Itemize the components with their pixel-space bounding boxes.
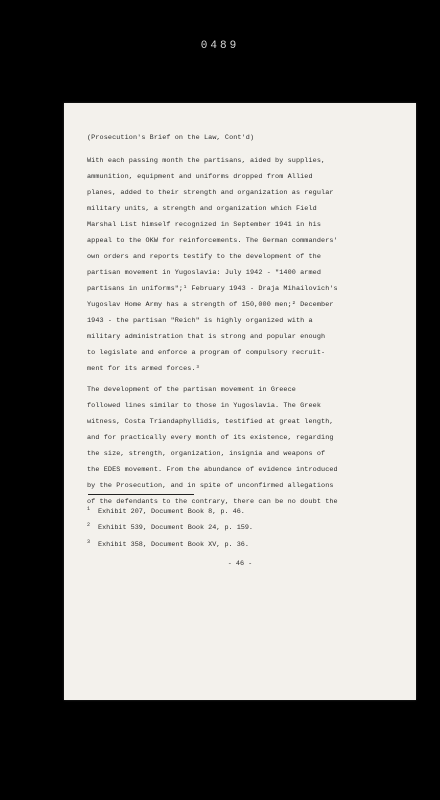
text-line: partisans in uniforms";¹ February 1943 - Draja Mihailovich's bbox=[87, 285, 338, 293]
text-line: planes, added to their strength and organization as regular bbox=[87, 189, 334, 197]
footnote-mark: 3 bbox=[87, 539, 91, 545]
text-line: military administration that is strong and popular enough bbox=[87, 333, 326, 341]
frame-number: 0489 bbox=[200, 40, 240, 52]
page-number: - 46 - bbox=[227, 560, 253, 568]
text-line: partisan movement in Yugoslavia: July 1942 - "1400 armed bbox=[87, 269, 322, 277]
footnote-mark: 1 bbox=[87, 506, 91, 512]
text-line: Marshal List himself recognized in September 1941 in his bbox=[87, 221, 322, 229]
footnote-divider bbox=[88, 494, 194, 495]
text-line: to legislate and enforce a program of compulsory recruit- bbox=[87, 349, 326, 357]
text-line: of the defendants to the contrary, there can be no doubt the bbox=[87, 498, 338, 506]
text-line: With each passing month the partisans, aided by supplies, bbox=[87, 157, 326, 165]
document-page bbox=[64, 103, 416, 700]
text-line: appeal to the OKW for reinforcements. The German commanders' bbox=[87, 237, 338, 245]
text-line: military units, a strength and organization which Field bbox=[87, 205, 317, 213]
text-line: witness, Costa Triandaphyllidis, testified at great length, bbox=[87, 418, 334, 426]
footnote-text: Exhibit 539, Document Book 24, p. 159. bbox=[98, 524, 254, 532]
footnote bbox=[87, 522, 253, 532]
text-line: the EDES movement. From the abundance of evidence introduced bbox=[87, 466, 338, 474]
text-line: the size, strength, organization, insignia and weapons of bbox=[87, 450, 326, 458]
footnote bbox=[87, 506, 245, 516]
text-line: own orders and reports testify to the development of the bbox=[87, 253, 322, 261]
footnote-text: Exhibit 358, Document Book XV, p. 36. bbox=[98, 541, 249, 549]
footnote bbox=[87, 539, 249, 549]
text-line: by the Prosecution, and in spite of unconfirmed allegations bbox=[87, 482, 334, 490]
text-line: The development of the partisan movement in Greece bbox=[87, 386, 296, 394]
footnote-text: Exhibit 207, Document Book 8, p. 46. bbox=[98, 508, 245, 516]
text-line: and for practically every month of its existence, regarding bbox=[87, 434, 334, 442]
text-line: ammunition, equipment and uniforms dropped from Allied bbox=[87, 173, 313, 181]
text-line: followed lines similar to those in Yugoslavia. The Greek bbox=[87, 402, 322, 410]
footnote-mark: 2 bbox=[87, 522, 91, 528]
page-heading: (Prosecution's Brief on the Law, Cont'd) bbox=[87, 134, 255, 142]
text-line: ment for its armed forces.³ bbox=[87, 365, 200, 373]
text-line: Yugoslav Home Army has a strength of 150,000 men;² December bbox=[87, 301, 334, 309]
text-line: 1943 - the partisan "Reich" is highly organized with a bbox=[87, 317, 313, 325]
